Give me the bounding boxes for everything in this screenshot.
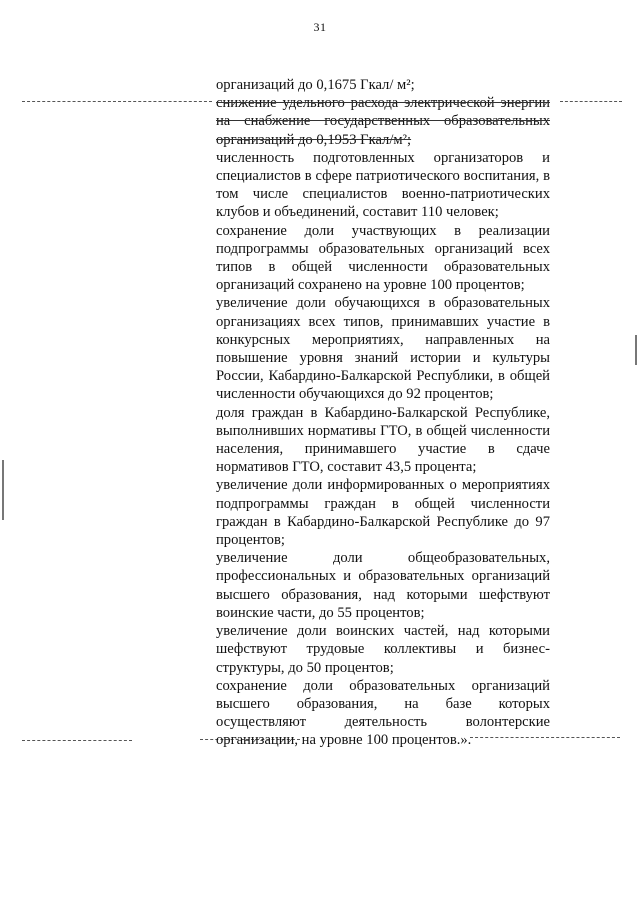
paragraph-volunteer-organizations: сохранение доли образовательных организаций высшего образования, на базе которых осуществляют деятельность волонтерские организации, на уровне 100 процентов.». <box>216 677 550 749</box>
paragraph-energy-heat: организаций до 0,1675 Гкал/ м²; <box>216 77 415 93</box>
paragraph-participating-organizations: сохранение доли участвующих в реализации подпрограммы образовательных организаций всех типов в общей численности образовательных организаций сохранено на уровне 100 процентов; <box>216 222 550 294</box>
body-text <box>216 76 550 750</box>
page-number: 31 <box>313 20 327 34</box>
scan-artifact-mark-right <box>635 335 637 365</box>
paragraph-patriotic-specialists: численность подготовленных организаторов и специалистов в сфере патриотического воспитания, в том числе специалистов военно-патриотических клубов и объединений, составит 110 человек; <box>216 149 550 221</box>
scan-artifact-mark-left <box>2 460 4 520</box>
paragraph-gto-standards: доля граждан в Кабардино-Балкарской Республике, выполнивших нормативы ГТО, в общей численности населения, принимавшего участие в сдаче нормативов ГТО, составит 43,5 процента; <box>216 404 550 476</box>
paragraph-students-contests: увеличение доли обучающихся в образовательных организациях всех типов, принимавших участие в конкурсных мероприятиях, направленных на повышение уровня знаний истории и культуры России, Кабардино-Балкарской Республики, в общей численности обучающихся до 92 процентов; <box>216 295 550 403</box>
paragraph-labor-collectives: увеличение доли воинских частей, над которыми шефствуют трудовые коллективы и бизнес-структуры, до 50 процентов; <box>216 623 550 676</box>
paragraph-military-patronage: увеличение доли общеобразовательных, профессиональных и образовательных организаций высшего образования, над которыми шефствуют воинские части, до 55 процентов; <box>216 550 550 621</box>
scan-artifact-line-top-left <box>22 101 212 103</box>
scan-artifact-line-bottom-left <box>22 740 132 742</box>
paragraph-informed-citizens: увеличение доли информированных о мероприятиях подпрограммы граждан в общей численности граждан в Кабардино-Балкарской Республике до 97 процентов; <box>216 477 550 549</box>
paragraph-electricity-reduction: снижение удельного расхода электрической энергии на снабжение государственных образовательных организаций до 0,1953 Гкал/м²; <box>216 95 550 148</box>
scan-artifact-line-top-right <box>560 101 622 103</box>
